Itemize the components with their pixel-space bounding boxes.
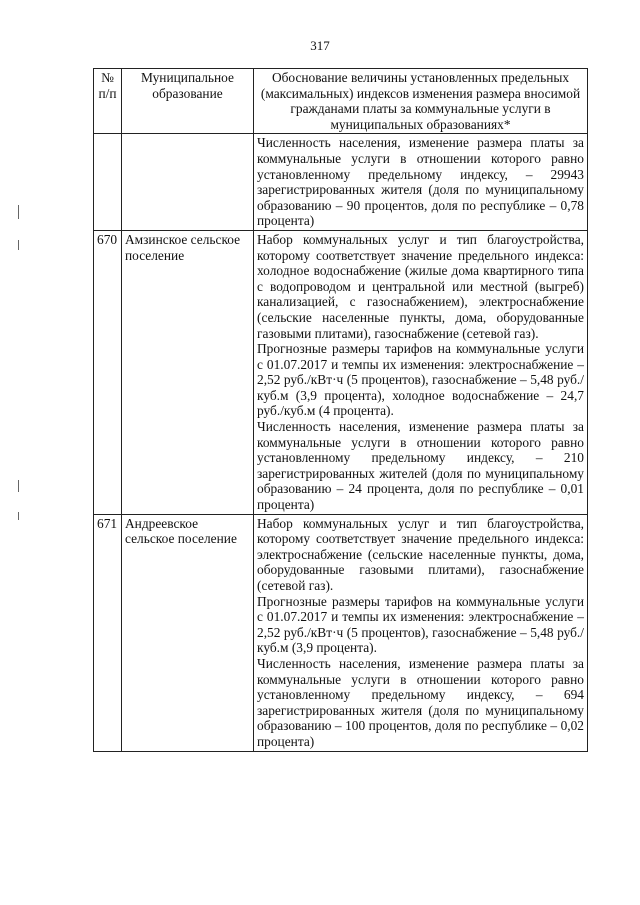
description-paragraph: Набор коммунальных услуг и тип благоустройства, которому соответствует значение предельного индекса: электроснабжение (сельские населенные пункты, дома, оборудованные газовыми плитами), газоснабжение (сетевой газ). — [257, 515, 584, 593]
row-description — [254, 514, 588, 751]
scan-artifact — [18, 240, 19, 250]
table-row — [94, 514, 588, 751]
header-municipality — [122, 69, 254, 134]
scan-artifact — [18, 205, 19, 219]
scan-artifact — [18, 512, 19, 520]
row-description — [254, 230, 588, 514]
description-paragraph: Численность населения, изменение размера платы за коммунальные услуги в отношении которого равно установленному предельному индексу, – 694 зарегистрированных жителя (доля по муниципальному образованию – 100 процентов, доля по республике – 0,02 процента) — [257, 655, 584, 749]
description-paragraph: Прогнозные размеры тарифов на коммунальные услуги с 01.07.2017 и темпы их изменения: электроснабжение – 2,52 руб./кВт·ч (5 процентов), газоснабжение – 5,48 руб./куб.м (3,9 процента). — [257, 593, 584, 656]
header-description-label: Обоснование величины установленных предельных (максимальных) индексов изменения размера вносимой гражданами платы за коммунальные услуги в муниципальных образованиях* — [260, 70, 581, 132]
row-description — [254, 134, 588, 231]
header-number-label: № п/п — [98, 70, 117, 101]
header-municipality-label: Муниципальное образование — [141, 70, 234, 101]
table-row — [94, 230, 588, 514]
header-number — [94, 69, 122, 134]
description-paragraph: Численность населения, изменение размера платы за коммунальные услуги в отношении которого равно установленному предельному индексу, – 210 зарегистрированных жителей (доля по муниципальному образованию – 24 процента, доля по республике – 0,01 процента) — [257, 419, 584, 513]
row-number — [94, 134, 122, 231]
header-description — [254, 69, 588, 134]
page-number: 317 — [310, 38, 330, 53]
tariff-index-table — [93, 68, 588, 752]
row-municipality: Амзинское сельское поселение — [122, 230, 254, 514]
scan-artifact — [18, 480, 19, 492]
row-number: 671 — [94, 514, 122, 751]
row-municipality — [122, 134, 254, 231]
row-number: 670 — [94, 230, 122, 514]
table-row — [94, 134, 588, 231]
description-paragraph: Прогнозные размеры тарифов на коммунальные услуги с 01.07.2017 и темпы их изменения: электроснабжение – 2,52 руб./кВт·ч (5 процентов), газоснабжение – 5,48 руб./куб.м (3,9 процента), холодное водоснабжение – 24,7 руб./куб.м (4 процента). — [257, 341, 584, 419]
table-header-row — [94, 69, 588, 134]
description-paragraph: Численность населения, изменение размера платы за коммунальные услуги в отношении которого равно установленному предельному индексу, – 29943 зарегистрированных жителя (доля по муниципальному образованию – 90 процентов, доля по республике – 0,78 процента) — [257, 135, 584, 229]
description-paragraph: Набор коммунальных услуг и тип благоустройства, которому соответствует значение предельного индекса: холодное водоснабжение (жилые дома квартирного типа с водопроводом и центральной или местной (выгреб) канализацией, с газоснабжением), электроснабжение (сельские населенные пункты, дома, оборудованные газовыми плитами), газоснабжение (сетевой газ). — [257, 231, 584, 341]
row-municipality: Андреевское сельское поселение — [122, 514, 254, 751]
